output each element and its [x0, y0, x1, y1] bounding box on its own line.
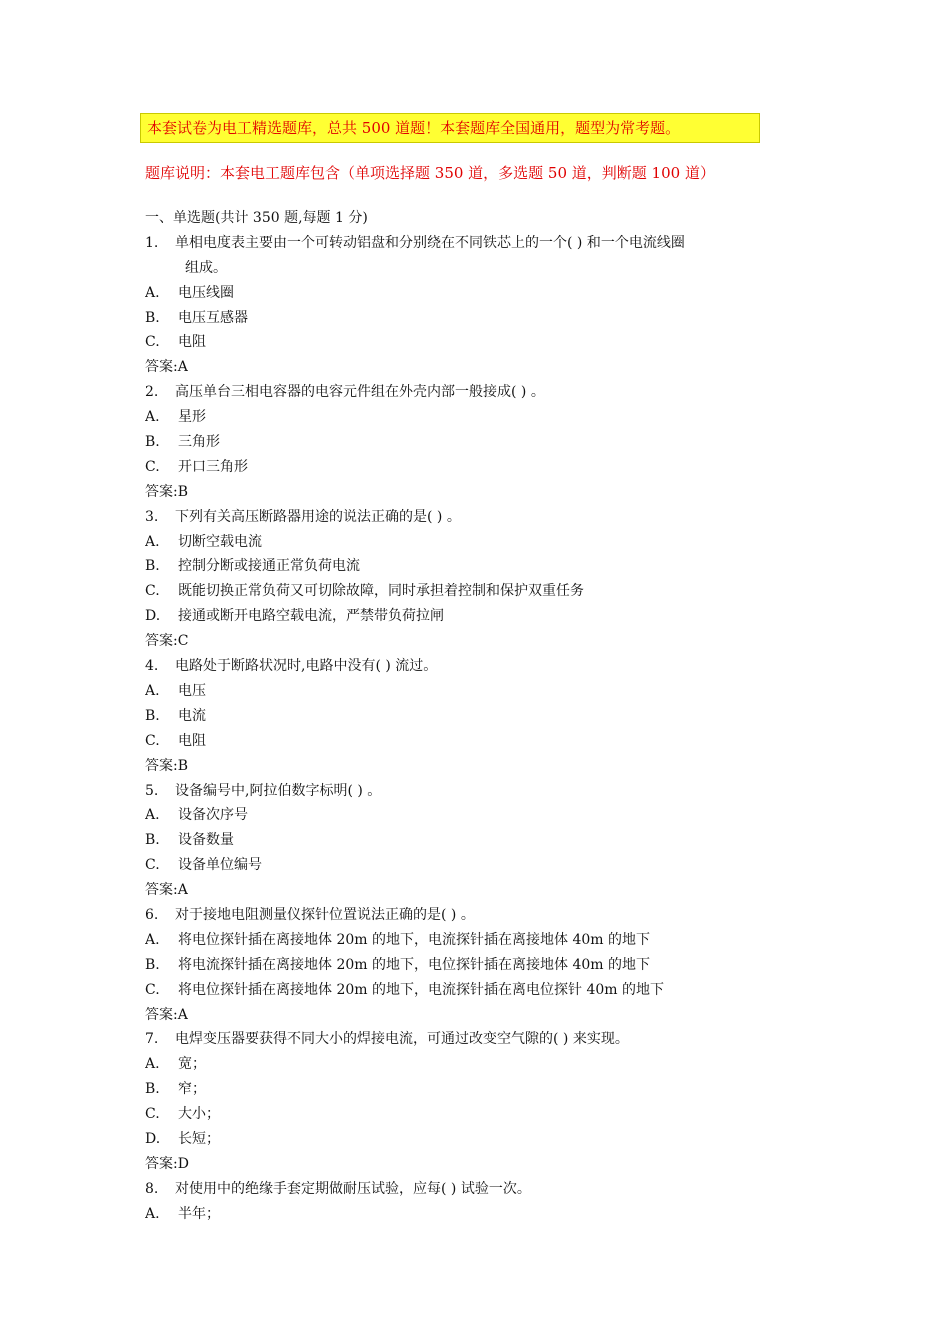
question-text: 单相电度表主要由一个可转动铝盘和分别绕在不同铁芯上的一个( ) 和一个电流线圈 [175, 234, 685, 251]
option-b: B. 窄； [145, 1077, 825, 1102]
option-text: 控制分断或接通正常负荷电流 [178, 558, 360, 575]
option-b: B. 电压互感器 [145, 306, 825, 331]
exam-banner: 本套试卷为电工精选题库，总共 500 道题！本套题库全国通用，题型为常考题。 [140, 113, 760, 143]
option-text: 设备次序号 [178, 807, 248, 824]
option-b: B. 电流 [145, 704, 825, 729]
question-4 [145, 654, 825, 679]
option-b: B. 设备数量 [145, 828, 825, 853]
answer: 答案:B [145, 757, 189, 774]
bank-description: 题库说明：本套电工题库包含（单项选择题 350 道，多选题 50 道，判断题 100 道） [145, 164, 715, 182]
question-5 [145, 779, 825, 804]
option-text: 宽； [178, 1056, 206, 1073]
option-text: 将电流探针插在离接地体 20m 的地下，电位探针插在离接地体 40m 的地下 [178, 956, 650, 973]
option-text: 电压线圈 [178, 284, 234, 301]
answer: 答案:A [145, 882, 188, 899]
option-a: A. 半年； [145, 1202, 825, 1227]
question-2 [145, 380, 825, 405]
question-number: 5. [145, 782, 159, 799]
option-text: 窄； [178, 1081, 206, 1098]
option-b: B. 三角形 [145, 430, 825, 455]
option-c: C. 将电位探针插在离接地体 20m 的地下，电流探针插在离电位探针 40m 的地下 [145, 978, 825, 1003]
question-number: 2. [145, 384, 159, 401]
section-title: 一、单选题(共计 350 题,每题 1 分) [145, 210, 368, 226]
option-a: A. 宽； [145, 1052, 825, 1077]
question-text: 对于接地电阻测量仪探针位置说法正确的是( ) 。 [175, 906, 475, 923]
option-c: C. 开口三角形 [145, 455, 825, 480]
question-text: 对使用中的绝缘手套定期做耐压试验，应每( ) 试验一次。 [175, 1180, 531, 1197]
option-c: C. 电阻 [145, 729, 825, 754]
answer: 答案:C [145, 633, 189, 650]
option-text: 电压互感器 [178, 309, 248, 326]
question-6 [145, 903, 825, 928]
question-number: 3. [145, 508, 159, 525]
option-d: D. 长短； [145, 1127, 825, 1152]
option-text: 接通或断开电路空载电流，严禁带负荷拉闸 [178, 608, 444, 625]
option-text: 设备单位编号 [178, 857, 262, 874]
question-number: 4. [145, 658, 159, 675]
option-text: 大小； [178, 1106, 220, 1123]
question-text: 下列有关高压断路器用途的说法正确的是( ) 。 [175, 508, 461, 525]
option-text: 三角形 [178, 434, 220, 451]
option-a: A. 电压线圈 [145, 281, 825, 306]
question-text: 电焊变压器要获得不同大小的焊接电流，可通过改变空气隙的( ) 来实现。 [175, 1031, 629, 1048]
question-number: 6. [145, 906, 159, 923]
option-c: C. 设备单位编号 [145, 853, 825, 878]
question-text: 电路处于断路状况时,电路中没有( ) 流过。 [175, 658, 438, 675]
option-a: A. 设备次序号 [145, 803, 825, 828]
option-a: A. 将电位探针插在离接地体 20m 的地下，电流探针插在离接地体 40m 的地下 [145, 928, 825, 953]
option-text: 半年； [178, 1205, 220, 1222]
option-c: C. 电阻 [145, 330, 825, 355]
option-a: A. 星形 [145, 405, 825, 430]
question-8 [145, 1177, 825, 1202]
option-text: 长短； [178, 1130, 220, 1147]
question-1 [145, 231, 825, 281]
question-number: 1. [145, 234, 159, 251]
option-b: B. 将电流探针插在离接地体 20m 的地下，电位探针插在离接地体 40m 的地下 [145, 953, 825, 978]
question-3 [145, 505, 825, 530]
option-a: A. 切断空载电流 [145, 530, 825, 555]
option-text: 电阻 [178, 334, 206, 351]
option-text: 切断空载电流 [178, 533, 262, 550]
option-text: 电压 [178, 682, 206, 699]
option-text: 将电位探针插在离接地体 20m 的地下，电流探针插在离电位探针 40m 的地下 [178, 981, 664, 998]
question-text: 高压单台三相电容器的电容元件组在外壳内部一般接成( ) 。 [175, 384, 545, 401]
option-d: D. 接通或断开电路空载电流，严禁带负荷拉闸 [145, 604, 825, 629]
option-a: A. 电压 [145, 679, 825, 704]
option-b: B. 控制分断或接通正常负荷电流 [145, 554, 825, 579]
option-text: 设备数量 [178, 832, 234, 849]
option-c: C. 大小； [145, 1102, 825, 1127]
option-text: 既能切换正常负荷又可切除故障，同时承担着控制和保护双重任务 [178, 583, 584, 600]
option-text: 星形 [178, 409, 206, 426]
option-c: C. 既能切换正常负荷又可切除故障，同时承担着控制和保护双重任务 [145, 579, 825, 604]
answer: 答案:A [145, 359, 188, 376]
question-7 [145, 1027, 825, 1052]
option-text: 将电位探针插在离接地体 20m 的地下，电流探针插在离接地体 40m 的地下 [178, 931, 650, 948]
answer: 答案:A [145, 1006, 188, 1023]
question-text: 设备编号中,阿拉伯数字标明( ) 。 [175, 782, 382, 799]
answer: 答案:D [145, 1155, 189, 1172]
option-text: 开口三角形 [178, 458, 248, 475]
question-number: 8. [145, 1180, 159, 1197]
option-text: 电阻 [178, 732, 206, 749]
answer: 答案:B [145, 483, 189, 500]
option-text: 电流 [178, 707, 206, 724]
question-text-continued: 组成。 [185, 259, 227, 276]
question-number: 7. [145, 1031, 159, 1048]
question-list [145, 206, 825, 1227]
